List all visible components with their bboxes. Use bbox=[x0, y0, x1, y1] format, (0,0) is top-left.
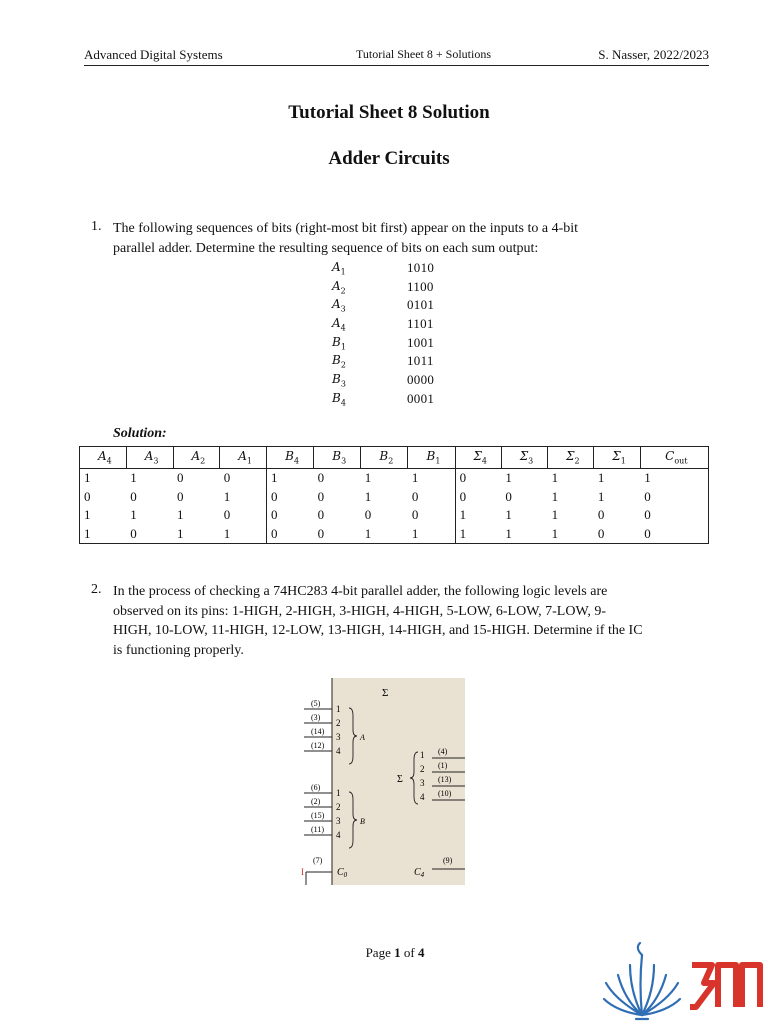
table-row bbox=[80, 488, 709, 507]
sum-label: Σ bbox=[397, 774, 403, 785]
b-bit-index: 2 bbox=[336, 802, 341, 812]
q2-text bbox=[113, 582, 643, 660]
sequence-bits: 0000 bbox=[407, 372, 435, 388]
table-cell: 1 bbox=[173, 525, 220, 544]
table-cell: 0 bbox=[317, 470, 325, 486]
q2-line4: is functioning properly. bbox=[113, 642, 244, 658]
table-cell: 1 bbox=[551, 488, 559, 504]
table-cell: 0 bbox=[640, 506, 708, 525]
b-label: B bbox=[360, 817, 365, 826]
page-total: 4 bbox=[417, 945, 425, 960]
b-bit-index: 4 bbox=[336, 830, 341, 840]
c4-label: $C_4$ bbox=[414, 867, 425, 879]
sequence-bits: 0001 bbox=[407, 390, 435, 406]
a-bit-index: 1 bbox=[336, 704, 341, 714]
bit-sequences bbox=[332, 260, 452, 410]
sequence-row bbox=[332, 316, 452, 335]
c0-pin: (7) bbox=[313, 856, 323, 865]
table-cell: 0 bbox=[455, 488, 501, 507]
a-bit-index: 4 bbox=[336, 746, 341, 756]
table-cell: 1 bbox=[455, 506, 501, 525]
column-header: $\Sigma_4$ bbox=[455, 447, 501, 469]
column-header: $A_3$ bbox=[126, 447, 173, 469]
table-cell: 0 bbox=[505, 488, 512, 504]
sum-pin-number: (4) bbox=[438, 747, 448, 756]
header-author: S. Nasser, 2022/2023 bbox=[598, 47, 709, 62]
table-cell: 0 bbox=[267, 525, 314, 544]
q1-line1: The following sequences of bits (right-most bit first) appear on the inputs to a 4-bit bbox=[113, 221, 579, 236]
sum-pin-number: (10) bbox=[438, 789, 452, 798]
page-footer: Page 1 of 4 bbox=[365, 945, 425, 960]
table-cell: 1 bbox=[597, 488, 605, 504]
table-cell: 0 bbox=[177, 470, 184, 486]
page-current: 1 bbox=[394, 945, 401, 960]
header-sheet: Tutorial Sheet 8 + Solutions bbox=[356, 47, 492, 61]
column-header: $\Sigma_2$ bbox=[548, 447, 594, 469]
b-inputs bbox=[304, 783, 341, 840]
table-cell: 1 bbox=[80, 525, 127, 544]
table-cell: 1 bbox=[130, 507, 137, 523]
c0-label: $C_0$ bbox=[337, 867, 348, 879]
sequence-label: $A_4$ bbox=[332, 316, 346, 333]
q1-line2: parallel adder. Determine the resulting sequence of bits on each sum output: bbox=[113, 240, 539, 256]
table-cell: 1 bbox=[223, 488, 231, 504]
table-cell: 1 bbox=[80, 469, 127, 488]
a-label: A bbox=[360, 733, 365, 742]
c4-pin: (9) bbox=[443, 856, 453, 865]
sequence-row bbox=[332, 335, 452, 354]
sequence-row bbox=[332, 391, 452, 410]
header-course: Advanced Digital Systems bbox=[84, 47, 223, 62]
a-inputs bbox=[304, 699, 341, 756]
table-cell: 1 bbox=[501, 525, 547, 544]
column-header: $B_3$ bbox=[314, 447, 361, 469]
a-pin-number: (12) bbox=[311, 741, 325, 750]
a-pin-number: (5) bbox=[311, 699, 321, 708]
a-bit-index: 3 bbox=[336, 732, 341, 742]
column-header: $B_4$ bbox=[267, 447, 314, 469]
sequence-label: $B_3$ bbox=[332, 372, 346, 389]
sequence-row bbox=[332, 297, 452, 316]
q2-line3: HIGH, 10-LOW, 11-HIGH, 12-LOW, 13-HIGH, 14-HIGH, and 15-HIGH. Determine if the IC bbox=[113, 623, 643, 638]
column-header: $A_1$ bbox=[220, 447, 267, 469]
table-cell: 1 bbox=[548, 525, 594, 544]
table-cell: 0 bbox=[594, 525, 640, 544]
table-cell: 0 bbox=[364, 507, 372, 523]
table-cell: 0 bbox=[317, 507, 325, 523]
sequence-row bbox=[332, 372, 452, 391]
sum-bit-index: 1 bbox=[420, 750, 425, 760]
table-cell: 0 bbox=[130, 488, 137, 504]
table-cell: 1 bbox=[505, 507, 512, 523]
sequence-label: $B_4$ bbox=[332, 390, 346, 408]
sequence-label: $A_2$ bbox=[332, 278, 346, 296]
table-cell: 0 bbox=[640, 525, 708, 544]
table-cell: 0 bbox=[411, 507, 419, 523]
sequence-bits: 1100 bbox=[407, 278, 434, 294]
a-pin-number: (14) bbox=[311, 727, 325, 736]
phoenix-logo-icon bbox=[600, 935, 768, 1024]
sequence-row bbox=[332, 353, 452, 372]
page-title: Tutorial Sheet 8 Solution bbox=[288, 102, 490, 123]
column-header: $C_{out}$ bbox=[640, 447, 708, 469]
table-cell: 1 bbox=[364, 488, 372, 504]
table-cell: 0 bbox=[314, 525, 361, 544]
b-pin-number: (2) bbox=[311, 797, 321, 806]
b-pin-number: (15) bbox=[311, 811, 325, 820]
table-cell: 1 bbox=[267, 469, 314, 488]
table-cell: 0 bbox=[317, 488, 325, 504]
table-cell: 0 bbox=[223, 507, 231, 523]
sum-pin-number: (13) bbox=[438, 775, 452, 784]
sequence-bits: 1101 bbox=[407, 316, 434, 332]
sum-bit-index: 4 bbox=[420, 792, 425, 802]
column-header: $A_4$ bbox=[80, 447, 127, 469]
table-header-row bbox=[80, 447, 709, 469]
q1-number: 1. bbox=[91, 219, 102, 234]
table-row bbox=[80, 525, 709, 544]
solution-table bbox=[79, 446, 709, 544]
sum-pin-number: (1) bbox=[438, 761, 448, 770]
column-header: $B_2$ bbox=[361, 447, 408, 469]
b-pin-number: (6) bbox=[311, 783, 321, 792]
sum-bit-index: 3 bbox=[420, 778, 425, 788]
sequence-row bbox=[332, 279, 452, 298]
column-header: $\Sigma_1$ bbox=[594, 447, 640, 469]
sequence-bits: 1010 bbox=[407, 260, 435, 275]
a-bit-index: 2 bbox=[336, 718, 341, 728]
table-row bbox=[80, 506, 709, 525]
table-cell: 0 bbox=[267, 488, 314, 507]
table-cell: 0 bbox=[640, 488, 708, 507]
q2-line1: In the process of checking a 74HC283 4-bit parallel adder, the following logic levels are bbox=[113, 584, 608, 599]
table-cell: 1 bbox=[551, 507, 559, 523]
table-cell: 0 bbox=[126, 525, 173, 544]
table-cell: 1 bbox=[597, 470, 605, 486]
sequence-label: $A_3$ bbox=[332, 297, 346, 314]
column-header: $B_1$ bbox=[408, 447, 455, 469]
table-cell: 1 bbox=[505, 470, 512, 486]
table-cell: 0 bbox=[80, 488, 127, 507]
table-cell: 1 bbox=[640, 469, 708, 488]
b-pin-number: (11) bbox=[311, 825, 325, 834]
sequence-row bbox=[332, 260, 452, 279]
q2-number: 2. bbox=[91, 582, 102, 597]
ic-title: Σ bbox=[382, 687, 389, 699]
sequence-bits: 1011 bbox=[407, 353, 434, 369]
table-cell: 0 bbox=[597, 507, 605, 523]
table-cell: 1 bbox=[361, 525, 408, 544]
table-cell: 1 bbox=[130, 470, 137, 486]
table-row bbox=[80, 469, 709, 488]
table-cell: 0 bbox=[223, 470, 231, 486]
sum-bit-index: 2 bbox=[420, 764, 425, 774]
column-header: $A_2$ bbox=[173, 447, 220, 469]
table-cell: 0 bbox=[455, 469, 501, 488]
table-cell: 0 bbox=[267, 506, 314, 525]
table-cell: 1 bbox=[551, 470, 559, 486]
table-cell: 1 bbox=[220, 525, 267, 544]
sequence-label: $A_1$ bbox=[332, 260, 346, 277]
sequence-bits: 1001 bbox=[407, 334, 435, 350]
a-pin-number: (3) bbox=[311, 713, 321, 722]
q2-line2: observed on its pins: 1-HIGH, 2-HIGH, 3-HIGH, 4-HIGH, 5-LOW, 6-LOW, 7-LOW, 9- bbox=[113, 603, 607, 619]
table-cell: 1 bbox=[364, 470, 372, 486]
table-cell: 1 bbox=[411, 470, 419, 486]
table-cell: 1 bbox=[408, 525, 455, 544]
column-header: $\Sigma_3$ bbox=[501, 447, 547, 469]
q1-text bbox=[113, 219, 578, 258]
table-cell: 1 bbox=[177, 507, 184, 523]
table-cell: 1 bbox=[80, 506, 127, 525]
c0-tick: I bbox=[301, 867, 304, 877]
b-bit-index: 3 bbox=[336, 816, 341, 826]
page-header bbox=[84, 47, 709, 66]
page-subtitle: Adder Circuits bbox=[328, 148, 450, 169]
sequence-label: $B_2$ bbox=[332, 353, 346, 370]
b-bit-index: 1 bbox=[336, 788, 341, 798]
sequence-bits: 0101 bbox=[407, 297, 435, 313]
solution-label: Solution: bbox=[113, 426, 167, 441]
table-cell: 1 bbox=[455, 525, 501, 544]
table-cell: 0 bbox=[177, 488, 184, 504]
adder-ic-diagram bbox=[300, 672, 470, 887]
sequence-label: $B_1$ bbox=[332, 334, 346, 352]
table-cell: 0 bbox=[411, 488, 419, 504]
